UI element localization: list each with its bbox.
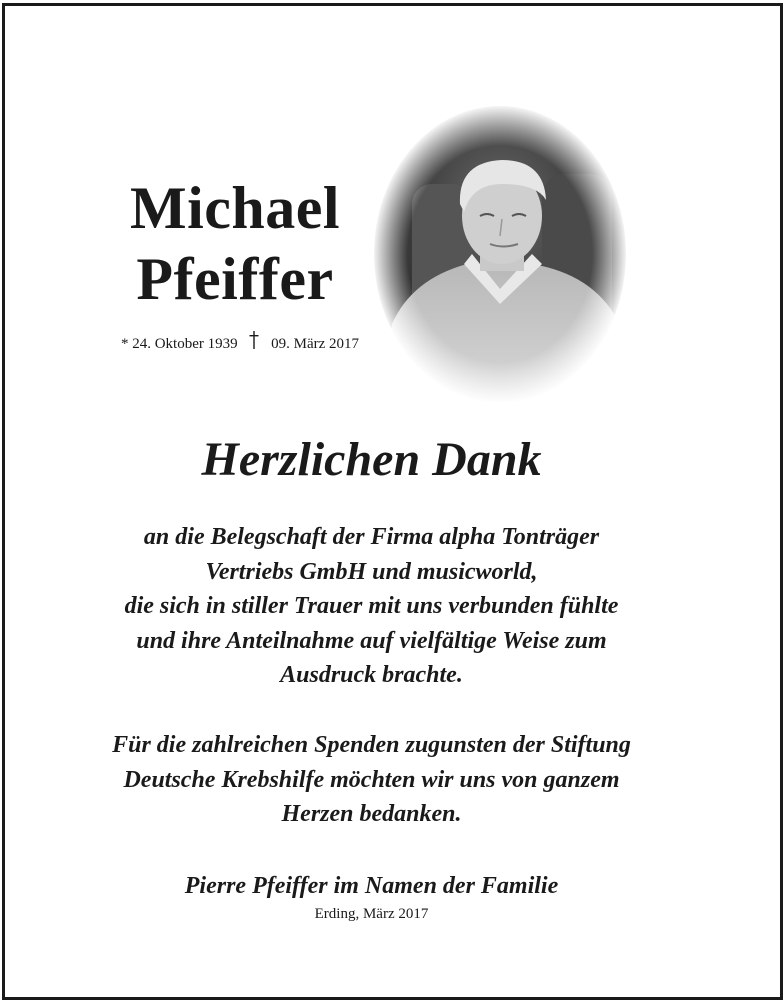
paragraph-line: die sich in stiller Trauer mit uns verbunden fühlte xyxy=(124,593,619,619)
life-dates xyxy=(60,333,420,356)
thanks-paragraph-2 xyxy=(40,728,703,832)
place-and-date: Erding, März 2017 xyxy=(314,906,429,922)
deceased-last-name: Pfeiffer xyxy=(136,246,334,312)
portrait-photo xyxy=(372,104,628,404)
cross-icon xyxy=(249,331,259,349)
birth-date: * 24. Oktober 1939 xyxy=(120,335,238,352)
paragraph-line: Ausdruck brachte. xyxy=(280,662,463,688)
paragraph-line: Für die zahlreichen Spenden zugunsten der Stiftung xyxy=(112,732,631,758)
paragraph-line: Deutsche Krebshilfe möchten wir uns von ganzem xyxy=(123,766,620,793)
paragraph-line: an die Belegschaft der Firma alpha Tonträger xyxy=(143,524,600,550)
paragraph-line: Herzen bedanken. xyxy=(281,801,462,827)
deceased-first-name: Michael xyxy=(129,175,341,241)
signature: Pierre Pfeiffer im Namen der Familie xyxy=(184,873,559,899)
date-separator xyxy=(241,333,267,356)
paragraph-line: Vertriebs GmbH und musicworld, xyxy=(205,558,538,585)
paragraph-line: und ihre Anteilnahme auf vielfältige Weise zum xyxy=(136,627,607,654)
thanks-heading: Herzlichen Dank xyxy=(201,433,542,486)
thanks-paragraph-1 xyxy=(40,520,703,693)
death-date: 09. März 2017 xyxy=(271,335,360,352)
